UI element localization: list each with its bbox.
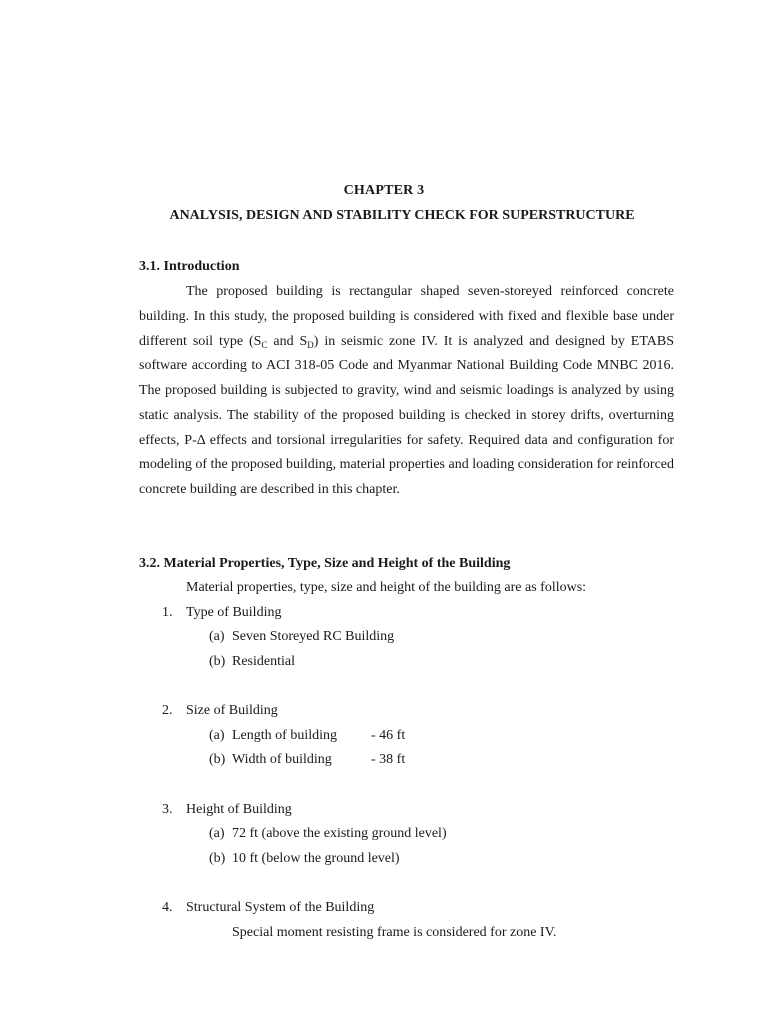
- introduction-paragraph: [139, 280, 674, 503]
- intro-text-b: and S: [267, 333, 308, 349]
- intro-text-a: The proposed building is rectangular shaped seven-storeyed reinforced concrete building. In this study, the proposed building is considered with fixed and flexible base under different soil type (S: [139, 284, 674, 349]
- sub-item-mark: (b): [209, 851, 226, 866]
- sub-item-value: - 46 ft: [371, 728, 406, 743]
- intro-text-c: ) in seismic zone IV. It is analyzed and designed by ETABS software according to ACI 318-05 Code and Myanmar National Building Code MNBC 2016. The proposed building is subjected to gravity, wind and seismic loadings is analyzed by using static analysis. The stability of the proposed building is checked in storey drifts, overturning effects, P-Δ effects and torsional irregularities for safety. Required data and configuration for modeling of the proposed building, material properties and loading consideration for reinforced concrete building are described in this chapter.: [139, 333, 674, 497]
- sub-item-mark: (b): [209, 752, 226, 767]
- list-number: 4.: [162, 900, 173, 915]
- list-item-title: Height of Building: [186, 802, 292, 817]
- list-number: 3.: [162, 802, 173, 817]
- section-heading-material-properties: 3.2. Material Properties, Type, Size and Height of the Building: [139, 556, 511, 571]
- subscript-d: D: [307, 339, 314, 350]
- section-intro-text: Material properties, type, size and height of the building are as follows:: [186, 580, 587, 595]
- sub-item-mark: (a): [209, 728, 225, 743]
- sub-item-text: Length of building: [232, 728, 337, 743]
- list-number: 1.: [162, 605, 173, 620]
- sub-item-text: Seven Storeyed RC Building: [232, 629, 395, 644]
- list-item-title: Type of Building: [186, 605, 282, 620]
- sub-item-text: 10 ft (below the ground level): [232, 851, 400, 866]
- sub-item-text: Width of building: [232, 752, 332, 767]
- sub-item-mark: (b): [209, 654, 226, 669]
- sub-item-mark: (a): [209, 826, 225, 841]
- chapter-label: CHAPTER 3: [343, 183, 425, 198]
- list-number: 2.: [162, 703, 173, 718]
- list-item-title: Structural System of the Building: [186, 900, 375, 915]
- section-heading-introduction: 3.1. Introduction: [139, 259, 240, 274]
- sub-item-text: Residential: [232, 654, 295, 669]
- chapter-title: ANALYSIS, DESIGN AND STABILITY CHECK FOR SUPERSTRUCTURE: [169, 208, 635, 223]
- sub-item-mark: (a): [209, 629, 225, 644]
- sub-item-value: - 38 ft: [371, 752, 406, 767]
- list-item-title: Size of Building: [186, 703, 278, 718]
- subscript-c: C: [261, 339, 268, 350]
- sub-item-text: 72 ft (above the existing ground level): [232, 826, 447, 841]
- list-item-note: Special moment resisting frame is considered for zone IV.: [232, 925, 557, 940]
